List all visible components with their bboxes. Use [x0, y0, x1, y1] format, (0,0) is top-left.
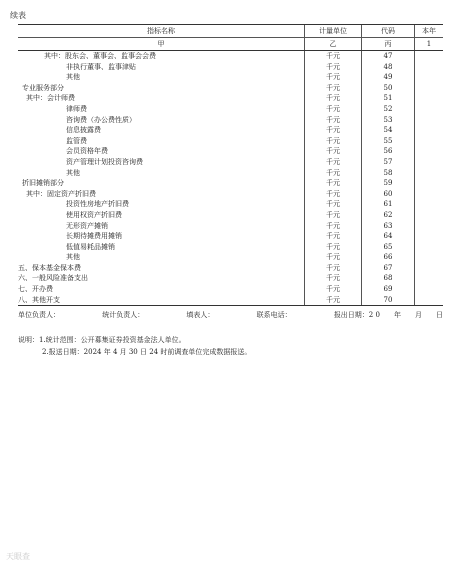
- row-unit: 千元: [305, 189, 362, 200]
- table-row: [18, 93, 443, 104]
- row-code: 61: [362, 199, 415, 210]
- row-value: [415, 199, 444, 210]
- subheader-bing: 丙: [362, 38, 415, 51]
- row-value: [415, 263, 444, 274]
- row-label: 非执行董事、监事津贴: [66, 62, 136, 71]
- row-code: 70: [362, 295, 415, 306]
- row-value: [415, 284, 444, 295]
- subheader-yi: 乙: [305, 38, 362, 51]
- row-value: [415, 168, 444, 179]
- header-this-year: 本年: [415, 25, 444, 38]
- row-value: [415, 72, 444, 83]
- row-unit: 千元: [305, 178, 362, 189]
- row-value: [415, 125, 444, 136]
- row-label: 其他: [66, 73, 80, 82]
- row-label: 律师费: [66, 104, 87, 113]
- row-value: [415, 136, 444, 147]
- row-code: 55: [362, 136, 415, 147]
- row-unit: 千元: [305, 252, 362, 263]
- row-label: 七、开办费: [18, 285, 53, 294]
- row-label: 信息披露费: [66, 126, 101, 135]
- row-value: [415, 93, 444, 104]
- row-unit: 千元: [305, 72, 362, 83]
- row-unit: 千元: [305, 295, 362, 306]
- row-label: 六、一般风险准备支出: [18, 274, 88, 283]
- table-row: [18, 263, 443, 274]
- row-label: 监管费: [66, 136, 87, 145]
- table-row: [18, 199, 443, 210]
- row-code: 58: [362, 168, 415, 179]
- row-unit: 千元: [305, 146, 362, 157]
- row-label: 八、其他开支: [18, 295, 305, 306]
- row-label: 会员资格年费: [66, 147, 108, 156]
- row-value: [415, 242, 444, 253]
- row-code: 69: [362, 284, 415, 295]
- row-code: 51: [362, 93, 415, 104]
- row-label: 其中：固定资产折旧费: [26, 189, 96, 198]
- row-value: [415, 295, 444, 306]
- phone-label: 联系电话：: [256, 311, 292, 319]
- row-code: 50: [362, 83, 415, 94]
- row-code: 65: [362, 242, 415, 253]
- row-unit: 千元: [305, 136, 362, 147]
- row-code: 52: [362, 104, 415, 115]
- table-row: [18, 221, 443, 232]
- report-date-label: 报出日期：2 0 年 月 日: [333, 311, 443, 319]
- row-value: [415, 252, 444, 263]
- table-subheader-row: [18, 38, 443, 51]
- row-label: 其中：股东会、董事会、监事会会费: [44, 52, 156, 60]
- stat-head-label: 统计负责人：: [102, 311, 145, 319]
- row-code: 63: [362, 221, 415, 232]
- row-code: 64: [362, 231, 415, 242]
- table-row: [18, 178, 443, 189]
- row-label: 无形资产摊销: [66, 221, 108, 230]
- row-unit: 千元: [305, 93, 362, 104]
- row-unit: 千元: [305, 242, 362, 253]
- row-code: 47: [362, 51, 415, 62]
- header-code: 代码: [362, 25, 415, 38]
- table-row: [18, 157, 443, 168]
- row-label: 长期待摊费用摊销: [66, 232, 122, 241]
- subheader-jia: 甲: [18, 38, 305, 51]
- row-label: 低值易耗品摊销: [66, 242, 115, 251]
- row-value: [415, 83, 444, 94]
- row-code: 67: [362, 263, 415, 274]
- row-unit: 千元: [305, 168, 362, 179]
- table-row: [18, 295, 443, 306]
- row-value: [415, 231, 444, 242]
- notes: [18, 334, 251, 358]
- row-unit: 千元: [305, 210, 362, 221]
- table-row: [18, 51, 443, 62]
- table-header-row: [18, 25, 443, 38]
- row-label: 其他: [66, 168, 80, 177]
- row-label: 其中：会计师费: [26, 94, 75, 103]
- table-row: [18, 146, 443, 157]
- row-value: [415, 51, 444, 62]
- table-row: [18, 168, 443, 179]
- row-value: [415, 62, 444, 73]
- row-code: 59: [362, 178, 415, 189]
- row-code: 66: [362, 252, 415, 263]
- row-value: [415, 178, 444, 189]
- table-row: [18, 62, 443, 73]
- row-unit: 千元: [305, 284, 362, 295]
- table-row: [18, 83, 443, 94]
- row-unit: 千元: [305, 199, 362, 210]
- row-unit: 千元: [305, 83, 362, 94]
- filler-label: 填表人：: [186, 311, 215, 319]
- table-row: [18, 189, 443, 200]
- row-label: 折旧摊销部分: [22, 179, 64, 188]
- row-code: 62: [362, 210, 415, 221]
- subheader-col-1: 1: [415, 38, 444, 51]
- signature-line: [18, 310, 443, 320]
- watermark-logo: 天眼查: [6, 552, 30, 561]
- row-code: 53: [362, 115, 415, 126]
- row-unit: 千元: [305, 263, 362, 274]
- row-label: 五、保本基金保本费: [18, 263, 81, 272]
- row-value: [415, 189, 444, 200]
- row-code: 57: [362, 157, 415, 168]
- table-row: [18, 231, 443, 242]
- unit-head-label: 单位负责人：: [18, 311, 60, 319]
- row-value: [415, 210, 444, 221]
- table-row: [18, 125, 443, 136]
- row-value: [415, 157, 444, 168]
- row-value: [415, 115, 444, 126]
- table-row: [18, 72, 443, 83]
- table-row: [18, 273, 443, 284]
- table-row: [18, 284, 443, 295]
- row-code: 56: [362, 146, 415, 157]
- row-code: 68: [362, 273, 415, 284]
- continued-label: 续表: [10, 11, 26, 20]
- header-indicator-name: 指标名称: [18, 25, 305, 38]
- statistics-table: [18, 24, 443, 306]
- row-code: 49: [362, 72, 415, 83]
- header-unit: 计量单位: [305, 25, 362, 38]
- note-line-1: 说明：1.统计范围：公开募集证券投资基金法人单位。: [18, 336, 186, 344]
- row-value: [415, 273, 444, 284]
- row-value: [415, 221, 444, 232]
- row-unit: 千元: [305, 125, 362, 136]
- row-label: 咨询费（办公费性质）: [66, 115, 136, 124]
- row-unit: 千元: [305, 115, 362, 126]
- row-label: 其他: [66, 253, 80, 262]
- row-unit: 千元: [305, 51, 362, 62]
- row-label: 使用权资产折旧费: [66, 210, 122, 219]
- table-row: [18, 104, 443, 115]
- table-row: [18, 136, 443, 147]
- row-unit: 千元: [305, 273, 362, 284]
- table-row: [18, 210, 443, 221]
- table-row: [18, 242, 443, 253]
- table-row: [18, 115, 443, 126]
- row-code: 54: [362, 125, 415, 136]
- table-row: [18, 252, 443, 263]
- row-unit: 千元: [305, 104, 362, 115]
- row-label: 资产管理计划投资咨询费: [66, 157, 143, 166]
- row-code: 60: [362, 189, 415, 200]
- row-unit: 千元: [305, 221, 362, 232]
- row-unit: 千元: [305, 231, 362, 242]
- row-value: [415, 146, 444, 157]
- row-label: 投资性房地产折旧费: [66, 200, 129, 209]
- row-unit: 千元: [305, 157, 362, 168]
- row-unit: 千元: [305, 62, 362, 73]
- row-label: 专业服务部分: [22, 83, 64, 92]
- note-line-2: 2.报送日期：2024 年 4 月 30 日 24 时前调查单位完成数据报送。: [42, 348, 252, 356]
- row-value: [415, 104, 444, 115]
- row-code: 48: [362, 62, 415, 73]
